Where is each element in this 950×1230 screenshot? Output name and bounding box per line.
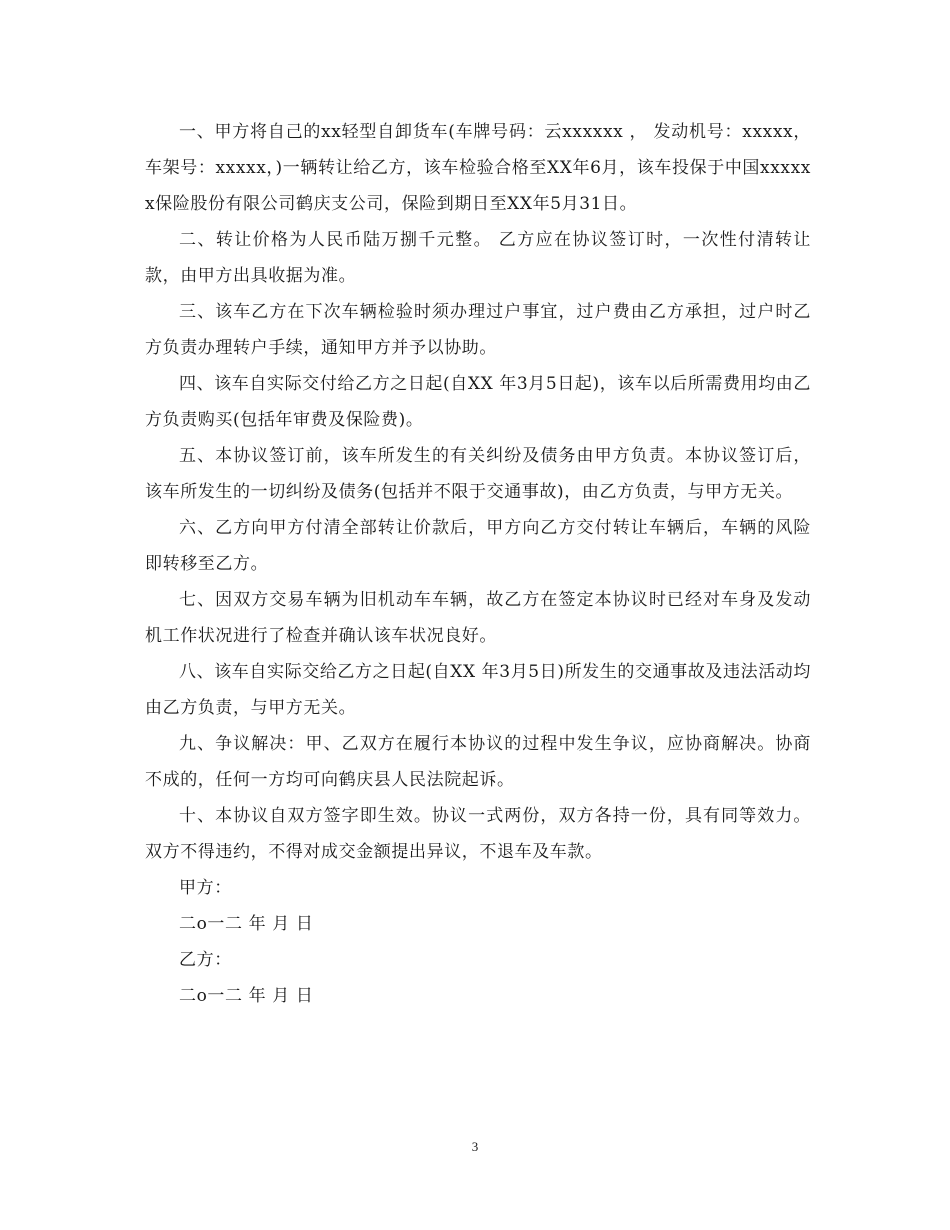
party-a-label: 甲方： (179, 878, 232, 898)
clause-10: 十、本协议自双方签字即生效。协议一式两份，双方各持一份，具有同等效力。双方不得违约，不得对成交金额提出异议，不退车及车款。 (145, 806, 811, 862)
clause-8: 八、该车自实际交给乙方之日起(自XX 年3月5日)所发生的交通事故及违法活动均由乙方负责，与甲方无关。 (145, 662, 811, 718)
clause-2: 二、转让价格为人民币陆万捌千元整。 乙方应在协议签订时，一次性付清转让款，由甲方出具收据为准。 (145, 230, 811, 286)
clause-1: 一、甲方将自己的xx轻型自卸货车(车牌号码：云xxxxxx ， 发动机号：xxxxx，车架号：xxxxx，)一辆转让给乙方，该车检验合格至XX年6月，该车投保于中国xxxxxx保险股份有限公司鹤庆支公司，保险到期日至XX年5月31日。 (145, 122, 811, 214)
clause-3: 三、该车乙方在下次车辆检验时须办理过户事宜，过户费由乙方承担，过户时乙方负责办理转户手续，通知甲方并予以协助。 (145, 302, 811, 358)
party-a-date: 二o一二 年 月 日 (179, 914, 314, 934)
clause-9: 九、争议解决：甲、乙双方在履行本协议的过程中发生争议，应协商解决。协商不成的，任何一方均可向鹤庆县人民法院起诉。 (145, 734, 811, 790)
party-b-label: 乙方： (179, 950, 232, 970)
clause-5: 五、本协议签订前，该车所发生的有关纠纷及债务由甲方负责。本协议签订后，该车所发生的一切纠纷及债务(包括并不限于交通事故)，由乙方负责，与甲方无关。 (145, 446, 811, 502)
page-number: 3 (471, 1139, 479, 1154)
clause-7: 七、因双方交易车辆为旧机动车车辆，故乙方在签定本协议时已经对车身及发动机工作状况进行了检查并确认该车状况良好。 (145, 590, 811, 646)
clause-4: 四、该车自实际交付给乙方之日起(自XX 年3月5日起)，该车以后所需费用均由乙方负责购买(包括年审费及保险费)。 (145, 374, 811, 430)
document-body (145, 114, 811, 1014)
clause-6: 六、乙方向甲方付清全部转让价款后，甲方向乙方交付转让车辆后，车辆的风险即转移至乙方。 (145, 518, 811, 574)
party-b-date: 二o一二 年 月 日 (179, 986, 314, 1006)
